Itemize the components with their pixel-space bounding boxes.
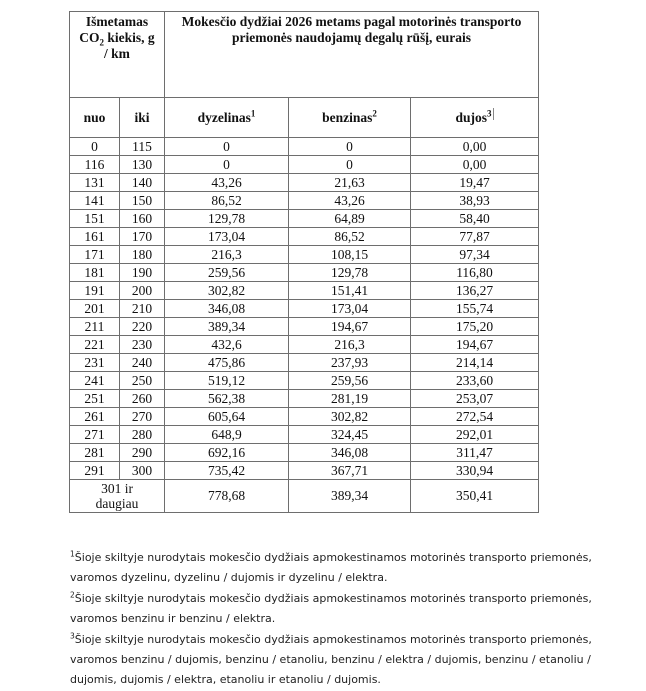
cell-dujos: 155,74 — [411, 300, 539, 318]
cell-nuo: 171 — [70, 246, 120, 264]
co2-emission-header — [70, 12, 165, 98]
cell-dujos: 19,47 — [411, 174, 539, 192]
cell-dyzelinas: 346,08 — [165, 300, 289, 318]
col-header-benzinas — [289, 98, 411, 138]
cell-nuo: 271 — [70, 426, 120, 444]
footnote-ref-3: 3 — [487, 108, 492, 118]
cell-nuo: 141 — [70, 192, 120, 210]
cell-dyzelinas: 43,26 — [165, 174, 289, 192]
cell-nuo: 131 — [70, 174, 120, 192]
footnote-2-text: Šioje skiltyje nurodytais mokesčio dydžiais apmokestinamos motorinės transporto priemonės, varomos benzinu ir benzinu / elektra. — [70, 592, 592, 625]
cell-benzinas: 0 — [289, 138, 411, 156]
tax-rate-table — [69, 11, 539, 513]
cell-dyzelinas: 216,3 — [165, 246, 289, 264]
cell-iki: 180 — [120, 246, 165, 264]
cell-dujos: 97,34 — [411, 246, 539, 264]
table-row — [70, 318, 539, 336]
cell-iki: 200 — [120, 282, 165, 300]
co2-header-line1: Išmetamas — [85, 14, 149, 29]
cell-nuo: 181 — [70, 264, 120, 282]
footnote-1 — [70, 548, 640, 588]
text-cursor — [493, 108, 494, 120]
cell-benzinas: 64,89 — [289, 210, 411, 228]
cell-iki: 260 — [120, 390, 165, 408]
cell-dyzelinas: 0 — [165, 138, 289, 156]
table-row — [70, 228, 539, 246]
cell-dujos: 253,07 — [411, 390, 539, 408]
co2-header-kiekis: kiekis, g — [104, 30, 155, 45]
cell-iki: 270 — [120, 408, 165, 426]
cell-nuo: 251 — [70, 390, 120, 408]
cell-dujos: 311,47 — [411, 444, 539, 462]
cell-dujos: 0,00 — [411, 138, 539, 156]
cell-nuo: 151 — [70, 210, 120, 228]
cell-nuo: 191 — [70, 282, 120, 300]
co2-header-unit: / km — [104, 46, 130, 61]
col-header-iki — [120, 98, 165, 138]
table-body — [70, 138, 539, 513]
cell-dujos: 214,14 — [411, 354, 539, 372]
cell-dyzelinas: 302,82 — [165, 282, 289, 300]
col-header-dyzelinas — [165, 98, 289, 138]
table-row — [70, 408, 539, 426]
cell-dyzelinas: 129,78 — [165, 210, 289, 228]
cell-iki: 210 — [120, 300, 165, 318]
cell-benzinas: 281,19 — [289, 390, 411, 408]
table-row — [70, 390, 539, 408]
table-row — [70, 336, 539, 354]
cell-iki: 130 — [120, 156, 165, 174]
footnote-3-number: 3 — [70, 631, 75, 641]
cell-dujos: 194,67 — [411, 336, 539, 354]
cell-dujos: 292,01 — [411, 426, 539, 444]
table-row — [70, 246, 539, 264]
cell-iki: 170 — [120, 228, 165, 246]
tax-amounts-title: Mokesčio dydžiai 2026 metams pagal motorinės transporto priemonės naudojamų degalų rūšį, eurais — [181, 14, 522, 45]
footnote-ref-1: 1 — [250, 108, 256, 118]
table-row — [70, 444, 539, 462]
cell-iki: 140 — [120, 174, 165, 192]
col-header-dujos — [411, 98, 539, 138]
cell-nuo: 0 — [70, 138, 120, 156]
cell-benzinas: 237,93 — [289, 354, 411, 372]
cell-dyzelinas: 735,42 — [165, 462, 289, 480]
cell-dyzelinas: 648,9 — [165, 426, 289, 444]
cell-dujos: 38,93 — [411, 192, 539, 210]
col-header-nuo-label: nuo — [83, 109, 106, 125]
cell-benzinas: 21,63 — [289, 174, 411, 192]
table-row-last — [70, 480, 539, 513]
cell-benzinas: 194,67 — [289, 318, 411, 336]
cell-range-301-plus — [70, 480, 165, 513]
cell-benzinas: 86,52 — [289, 228, 411, 246]
cell-dujos: 58,40 — [411, 210, 539, 228]
table-row — [70, 354, 539, 372]
cell-nuo: 161 — [70, 228, 120, 246]
table-row — [70, 210, 539, 228]
cell-benzinas: 346,08 — [289, 444, 411, 462]
col-header-iki-label: iki — [134, 109, 150, 125]
cell-iki: 220 — [120, 318, 165, 336]
cell-nuo: 241 — [70, 372, 120, 390]
cell-dujos: 350,41 — [411, 480, 539, 513]
footnote-3-text: Šioje skiltyje nurodytais mokesčio dydžiais apmokestinamos motorinės transporto priemonės, varomos benzinu / dujomis, benzinu / etanoliu, benzinu / elektra / dujomis, benzinu / etanoliu / dujomis, dujomis / elektra, etanoliu ir etanoliu / dujomis. — [70, 633, 592, 686]
table-row — [70, 264, 539, 282]
table-row — [70, 138, 539, 156]
footnote-1-number: 1 — [70, 549, 75, 559]
cell-dyzelinas: 86,52 — [165, 192, 289, 210]
footnotes — [70, 548, 640, 691]
range-label-line1: 301 ir — [101, 481, 133, 496]
footnote-1-text: Šioje skiltyje nurodytais mokesčio dydžiais apmokestinamos motorinės transporto priemonės, varomos dyzelinu, dyzelinu / dujomis ir dyzelinu / elektra. — [70, 551, 592, 584]
range-label-line2: daugiau — [95, 496, 139, 511]
cell-benzinas: 173,04 — [289, 300, 411, 318]
cell-iki: 190 — [120, 264, 165, 282]
col-header-benzinas-label: benzinas — [322, 109, 373, 125]
cell-benzinas: 151,41 — [289, 282, 411, 300]
table-row — [70, 192, 539, 210]
cell-nuo: 231 — [70, 354, 120, 372]
table-row — [70, 156, 539, 174]
cell-nuo: 261 — [70, 408, 120, 426]
cell-dujos: 330,94 — [411, 462, 539, 480]
cell-dyzelinas: 519,12 — [165, 372, 289, 390]
cell-dyzelinas: 389,34 — [165, 318, 289, 336]
cell-dyzelinas: 259,56 — [165, 264, 289, 282]
footnote-ref-2: 2 — [372, 108, 377, 118]
cell-dujos: 136,27 — [411, 282, 539, 300]
table-row — [70, 282, 539, 300]
cell-iki: 160 — [120, 210, 165, 228]
cell-dujos: 77,87 — [411, 228, 539, 246]
cell-dujos: 0,00 — [411, 156, 539, 174]
cell-benzinas: 259,56 — [289, 372, 411, 390]
table-row — [70, 462, 539, 480]
cell-benzinas: 389,34 — [289, 480, 411, 513]
col-header-dujos-label: dujos — [455, 109, 487, 125]
cell-dyzelinas: 562,38 — [165, 390, 289, 408]
cell-benzinas: 367,71 — [289, 462, 411, 480]
cell-dyzelinas: 778,68 — [165, 480, 289, 513]
cell-dyzelinas: 432,6 — [165, 336, 289, 354]
cell-iki: 240 — [120, 354, 165, 372]
cell-benzinas: 43,26 — [289, 192, 411, 210]
cell-nuo: 221 — [70, 336, 120, 354]
cell-nuo: 281 — [70, 444, 120, 462]
footnote-2 — [70, 589, 640, 629]
cell-dyzelinas: 692,16 — [165, 444, 289, 462]
cell-benzinas: 302,82 — [289, 408, 411, 426]
cell-dyzelinas: 605,64 — [165, 408, 289, 426]
cell-iki: 115 — [120, 138, 165, 156]
cell-dujos: 116,80 — [411, 264, 539, 282]
cell-nuo: 201 — [70, 300, 120, 318]
cell-nuo: 211 — [70, 318, 120, 336]
cell-benzinas: 0 — [289, 156, 411, 174]
cell-nuo: 291 — [70, 462, 120, 480]
cell-dyzelinas: 0 — [165, 156, 289, 174]
cell-iki: 230 — [120, 336, 165, 354]
cell-benzinas: 129,78 — [289, 264, 411, 282]
cell-dyzelinas: 173,04 — [165, 228, 289, 246]
co2-header-co: CO — [79, 30, 100, 45]
cell-iki: 290 — [120, 444, 165, 462]
footnote-3 — [70, 630, 640, 690]
cell-iki: 250 — [120, 372, 165, 390]
cell-benzinas: 216,3 — [289, 336, 411, 354]
table-row — [70, 300, 539, 318]
footnote-2-number: 2 — [70, 590, 75, 600]
col-header-dyzelinas-label: dyzelinas — [197, 109, 251, 125]
cell-iki: 280 — [120, 426, 165, 444]
table-row — [70, 372, 539, 390]
cell-dujos: 233,60 — [411, 372, 539, 390]
co2-header-subscript: 2 — [99, 37, 105, 48]
tax-amounts-header — [165, 12, 539, 98]
cell-benzinas: 108,15 — [289, 246, 411, 264]
cell-iki: 300 — [120, 462, 165, 480]
table-row — [70, 426, 539, 444]
cell-benzinas: 324,45 — [289, 426, 411, 444]
col-header-nuo — [70, 98, 120, 138]
cell-dyzelinas: 475,86 — [165, 354, 289, 372]
cell-iki: 150 — [120, 192, 165, 210]
cell-dujos: 272,54 — [411, 408, 539, 426]
cell-dujos: 175,20 — [411, 318, 539, 336]
table-row — [70, 174, 539, 192]
cell-nuo: 116 — [70, 156, 120, 174]
